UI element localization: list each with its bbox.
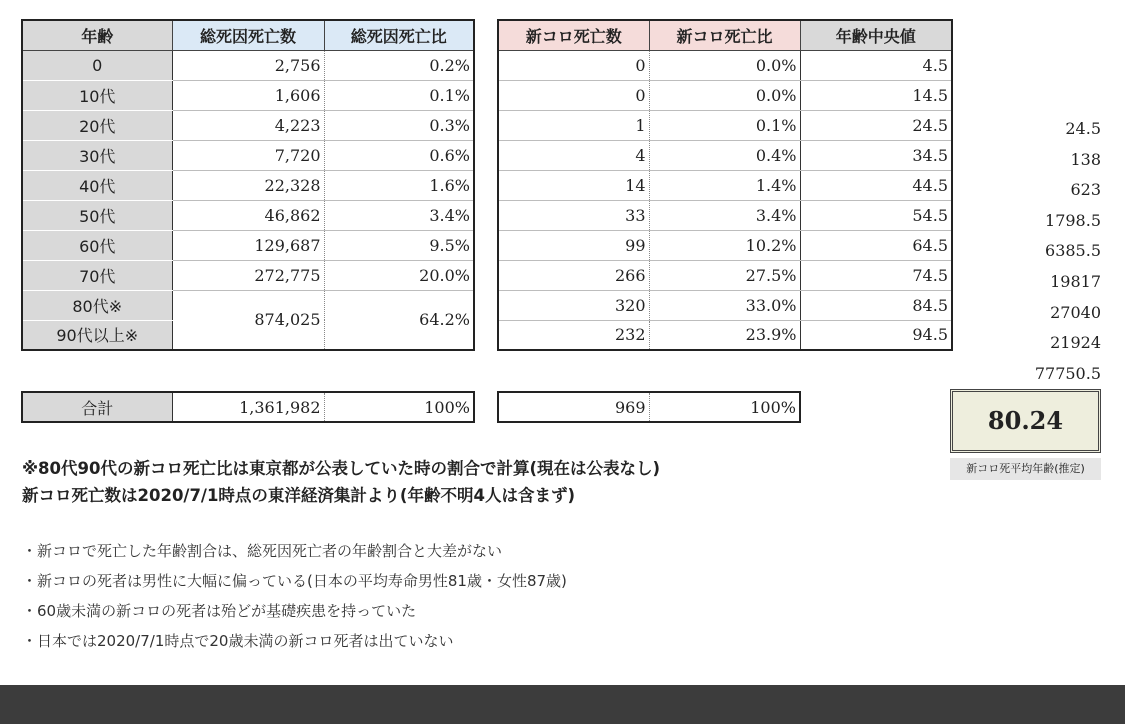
median-age-cell: 54.5 [800, 200, 952, 230]
covid-deaths-cell: 320 [498, 290, 649, 320]
total-ratio-cell: 0.3% [324, 110, 474, 140]
table-row [22, 230, 474, 260]
median-age-cell: 64.5 [800, 230, 952, 260]
side-value: 21924 [1050, 333, 1101, 353]
total-ratio-cell: 0.6% [324, 140, 474, 170]
header-total-deaths: 総死因死亡数 [172, 20, 324, 50]
age-cell: 50代 [22, 200, 172, 230]
table-row [498, 290, 952, 320]
age-cell: 10代 [22, 80, 172, 110]
median-age-cell: 74.5 [800, 260, 952, 290]
total-ratio-cell: 3.4% [324, 200, 474, 230]
age-cell: 80代※ [22, 290, 172, 320]
header-covid-ratio: 新コロ死亡比 [649, 20, 800, 50]
age-cell: 40代 [22, 170, 172, 200]
table-row [22, 260, 474, 290]
total-ratio-cell-merged: 64.2% [324, 290, 474, 350]
covid-total-deaths: 969 [498, 392, 649, 422]
side-value: 19817 [1050, 271, 1101, 291]
median-age-cell: 84.5 [800, 290, 952, 320]
grand-total-deaths: 1,361,982 [172, 392, 324, 422]
age-cell: 60代 [22, 230, 172, 260]
total-row-right [497, 391, 801, 423]
median-age-cell: 24.5 [800, 110, 952, 140]
covid-death-table [497, 19, 953, 351]
table-row [498, 392, 800, 422]
table-row [498, 200, 952, 230]
covid-deaths-cell: 33 [498, 200, 649, 230]
covid-ratio-cell: 0.0% [649, 80, 800, 110]
bullet-item: ・新コロの死者は男性に大幅に偏っている(日本の平均寿命男性81歳・女性87歳) [22, 572, 567, 590]
covid-deaths-cell: 4 [498, 140, 649, 170]
table-row [498, 140, 952, 170]
header-row [22, 20, 474, 50]
total-ratio-cell: 1.6% [324, 170, 474, 200]
total-deaths-cell: 2,756 [172, 50, 324, 80]
table-row [22, 110, 474, 140]
covid-deaths-cell: 232 [498, 320, 649, 350]
header-row [498, 20, 952, 50]
header-median-age: 年齢中央値 [800, 20, 952, 50]
covid-ratio-cell: 10.2% [649, 230, 800, 260]
total-deaths-cell: 7,720 [172, 140, 324, 170]
table-row [22, 170, 474, 200]
total-ratio-cell: 0.2% [324, 50, 474, 80]
age-cell: 70代 [22, 260, 172, 290]
covid-deaths-cell: 14 [498, 170, 649, 200]
grand-total-ratio: 100% [424, 397, 470, 417]
age-cell: 20代 [22, 110, 172, 140]
covid-ratio-cell: 27.5% [649, 260, 800, 290]
covid-deaths-cell: 99 [498, 230, 649, 260]
side-value: 77750.5 [1034, 363, 1101, 383]
covid-ratio-cell: 0.1% [649, 110, 800, 140]
table-row [498, 50, 952, 80]
covid-deaths-cell: 0 [498, 80, 649, 110]
covid-deaths-cell: 0 [498, 50, 649, 80]
covid-ratio-cell: 23.9% [649, 320, 800, 350]
total-row-left [21, 391, 475, 423]
table-row [498, 110, 952, 140]
covid-total-ratio: 100% [750, 397, 796, 417]
total-deaths-cell: 129,687 [172, 230, 324, 260]
median-age-cell: 94.5 [800, 320, 952, 350]
average-age-value: 80.24 [950, 389, 1101, 453]
total-label: 合計 [22, 392, 172, 422]
side-value: 27040 [1050, 302, 1101, 322]
side-value: 1798.5 [1045, 210, 1101, 230]
total-deaths-cell: 22,328 [172, 170, 324, 200]
table-row [22, 200, 474, 230]
median-age-cell: 14.5 [800, 80, 952, 110]
average-age-caption: 新コロ死平均年齢(推定) [950, 458, 1101, 480]
bullet-item: ・新コロで死亡した年齢割合は、総死因死亡者の年齢割合と大差がない [22, 542, 503, 560]
total-deaths-cell: 4,223 [172, 110, 324, 140]
covid-ratio-cell: 0.4% [649, 140, 800, 170]
total-ratio-cell: 0.1% [324, 80, 474, 110]
total-deaths-cell-merged: 874,025 [172, 290, 324, 350]
header-age: 年齢 [22, 20, 172, 50]
bullet-item: ・日本では2020/7/1時点で20歳未満の新コロ死者は出ていない [22, 632, 454, 650]
bullet-item: ・60歳未満の新コロの死者は殆どが基礎疾患を持っていた [22, 602, 417, 620]
table-row [498, 170, 952, 200]
table-row [22, 392, 474, 422]
table-row [498, 80, 952, 110]
total-deaths-cell: 272,775 [172, 260, 324, 290]
side-values-column [955, 114, 1101, 389]
bullet-list [22, 536, 567, 656]
table-row [22, 140, 474, 170]
covid-ratio-cell: 0.0% [649, 50, 800, 80]
footer-bar [0, 685, 1125, 724]
table-row [22, 80, 474, 110]
notes [22, 455, 660, 509]
age-cell: 0 [22, 50, 172, 80]
table-row [22, 50, 474, 80]
all-cause-death-table [21, 19, 475, 351]
total-deaths-cell: 46,862 [172, 200, 324, 230]
covid-ratio-cell: 1.4% [649, 170, 800, 200]
note-line: 新コロ死亡数は2020/7/1時点の東洋経済集計より(年齢不明4人は含まず) [22, 486, 575, 505]
median-age-cell: 44.5 [800, 170, 952, 200]
side-value: 138 [1070, 149, 1101, 169]
side-value: 24.5 [1065, 119, 1101, 138]
side-value: 6385.5 [1045, 241, 1101, 261]
covid-ratio-cell: 3.4% [649, 200, 800, 230]
total-ratio-cell: 20.0% [324, 260, 474, 290]
side-value: 623 [1070, 180, 1101, 200]
header-total-ratio: 総死因死亡比 [324, 20, 474, 50]
covid-ratio-cell: 33.0% [649, 290, 800, 320]
table-row [498, 260, 952, 290]
median-age-cell: 4.5 [800, 50, 952, 80]
table-row [498, 230, 952, 260]
total-deaths-cell: 1,606 [172, 80, 324, 110]
covid-deaths-cell: 1 [498, 110, 649, 140]
table-row [498, 320, 952, 350]
table-row [22, 290, 474, 320]
total-ratio-cell: 9.5% [324, 230, 474, 260]
note-line: ※80代90代の新コロ死亡比は東京都が公表していた時の割合で計算(現在は公表なし) [22, 459, 661, 478]
header-covid-deaths: 新コロ死亡数 [498, 20, 649, 50]
median-age-cell: 34.5 [800, 140, 952, 170]
covid-deaths-cell: 266 [498, 260, 649, 290]
age-cell: 90代以上※ [22, 320, 172, 350]
age-cell: 30代 [22, 140, 172, 170]
